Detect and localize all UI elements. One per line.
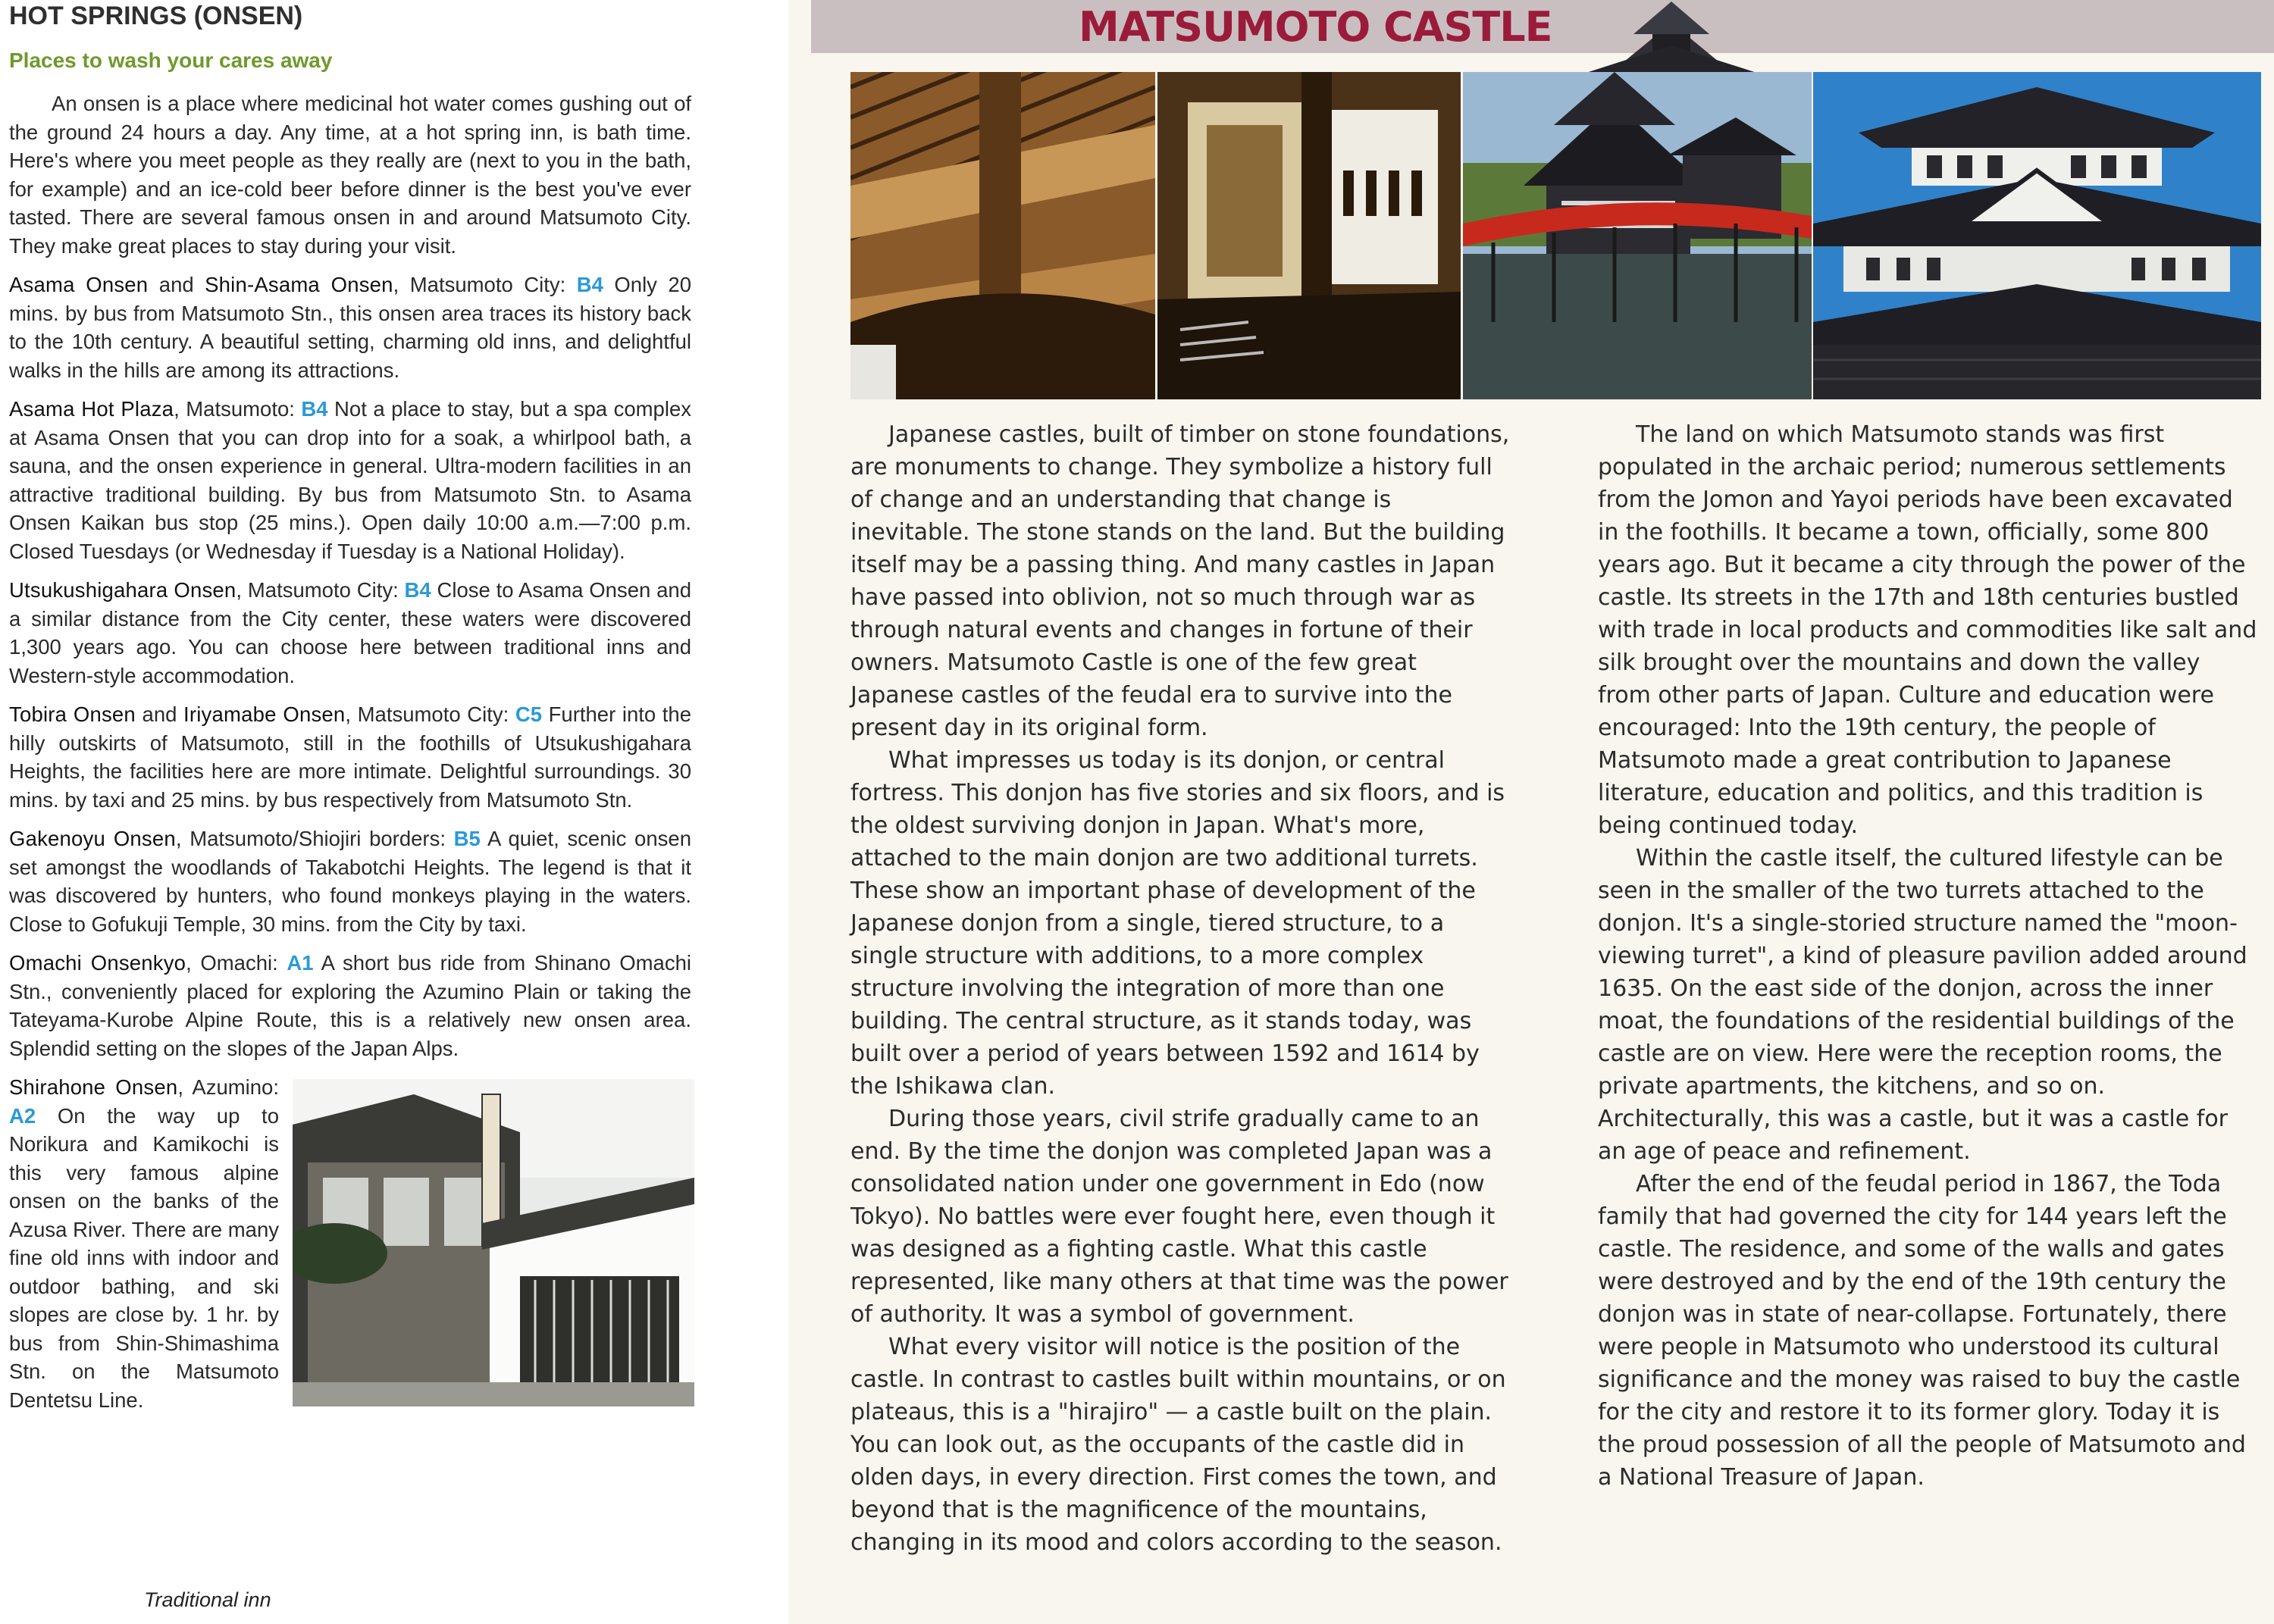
castle-roof-graphic <box>1561 0 1781 76</box>
onsen-entry: Tobira Onsen and Iriyamabe Onsen, Matsumoto City: C5 Further into the hilly outskirts of Matsumoto, still in the foothills of Utsukushigahara Heights, the facilities here are more intimate. Delightful surroundings. 30 mins. by taxi and 25 mins. by bus respectively from Matsumoto Stn. <box>9 702 692 812</box>
map-grid-ref: C5 <box>515 702 543 726</box>
map-grid-ref: B4 <box>576 273 603 296</box>
map-grid-ref: B4 <box>404 578 431 602</box>
onsen-entry: Gakenoyu Onsen, Matsumoto/Shiojiri borders: B5 A quiet, scenic onsen set amongst the woodlands of Takabotchi Heights. The legend is that it was discovered by hunters, who found monkeys playing in the waters. Close to Gofukuji Temple, 30 mins. from the City by taxi. <box>9 827 691 936</box>
photo-caption: Traditional inn <box>144 1588 271 1611</box>
column-paragraph: What every visitor will notice is the position of the castle. In contrast to castles built within mountains, or on plateaus, this is a "hirajiro" — a castle built on the plain. You can look out, as the occupants of the castle did in olden days, in every direction. First comes the town, and beyond that is the magnificence of the mountains, changing in its mood and colors according to the season. <box>850 1334 1506 1556</box>
section-subtitle: Places to wash your cares away <box>9 49 333 72</box>
column-paragraph: Within the castle itself, the cultured lifestyle can be seen in the smaller of the two turrets attached to the donjon. It's a single-storied structure named the "moon-viewing turret", a kind of pleasure pavilion added around 1635. On the east side of the donjon, across the inner moat, the foundations of the residential buildings of the castle are on view. Here were the reception rooms, the private apartments, the kitchens, and so on. Architecturally, this was a castle, but it was a castle for an age of peace and refinement. <box>1598 845 2247 1165</box>
onsen-entry: Asama Hot Plaza, Matsumoto: B4 Not a place to stay, but a spa complex at Asama Onsen that you can drop into for a soak, a whirlpool bath, a sauna, and the onsen experience in general. Ultra-modern facilities in an attractive traditional building. By bus from Matsumoto Stn. to Asama Onsen Kaikan bus stop (25 mins.). Open daily 10:00 a.m.—7:00 p.m. Closed Tuesdays (or Wednesday if Tuesday is a National Holiday). <box>9 397 691 563</box>
right-page <box>788 0 2274 1624</box>
map-grid-ref: A1 <box>287 951 314 975</box>
map-grid-ref: B5 <box>453 827 481 850</box>
column-paragraph: During those years, civil strife gradually came to an end. By the time the donjon was completed Japan was a consolidated nation under one government in Edo (now Tokyo). No battles were ever fought here, even though it was designed as a fighting castle. What this castle represented, like many others at that time was the power of authority. It was a symbol of government. <box>850 1106 1508 1328</box>
castle-title: MATSUMOTO CASTLE <box>1079 3 1552 51</box>
photo-castle-roofs <box>1813 72 2261 399</box>
onsen-entry: Omachi Onsenkyo, Omachi: A1 A short bus ride from Shinano Omachi Stn., conveniently placed for exploring the Azumino Plain or taking the Tateyama-Kurobe Alpine Route, this is a relatively new onsen area. Splendid setting on the slopes of the Japan Alps. <box>9 951 691 1060</box>
photo-timber-beams <box>850 72 1155 399</box>
onsen-entry: Shirahone Onsen, Azumino: A2 On the way up to Norikura and Kamikochi is this very famous alpine onsen on the banks of the Azusa River. There are many fine old inns with indoor and outdoor bathing, and ski slopes are close by. 1 hr. by bus from Shin-Shimashima Stn. on the Matsumoto Dentetsu Line. <box>9 1073 691 1414</box>
map-grid-ref: B4 <box>301 397 328 421</box>
section-title: HOT SPRINGS (ONSEN) <box>9 2 303 30</box>
inn-photo <box>293 1079 694 1407</box>
intro-paragraph: An onsen is a place where medicinal hot water comes gushing out of the ground 24 hours a day. Any time, at a hot spring inn, is bath time. Here's where you meet people as they really are (next to you in the bath, for example) and an ice-cold beer before dinner is the best you've ever tasted. There are several famous onsen in and around Matsumoto City. They make great places to stay during your visit. <box>9 92 691 258</box>
column-paragraph: What impresses us today is its donjon, or central fortress. This donjon has five stories and six floors, and is the oldest surviving donjon in Japan. What's more, attached to the main donjon are two additional turrets. These show an important phase of development of the Japanese donjon from a single, tiered structure, to a single structure with additions, to a more complex structure involving the integration of more than one building. The central structure, as it stands today, was built over a period of years between 1592 and 1614 by the Ishikawa clan. <box>850 747 1505 1100</box>
column-paragraph: After the end of the feudal period in 1867, the Toda family that had governed the city for 144 years left the castle. The residence, and some of the walls and gates were destroyed and by the end of the 19th century the donjon was in state of near-collapse. Fortunately, there were people in Matsumoto who understood its cultural significance and the money was raised to buy the castle for the city and restore it to its former glory. Today it is the proud possession of all the people of Matsumoto and a National Treasure of Japan. <box>1598 1171 2246 1491</box>
column-paragraph: The land on which Matsumoto stands was first populated in the archaic period; numerous settlements from the Jomon and Yayoi periods have been excavated in the foothills. It became a town, officially, some 800 years ago. But it became a city through the power of the castle. Its streets in the 17th and 18th centuries bustled with trade in local products and commodities like salt and silk brought over the mountains and down the valley from other parts of Japan. Culture and education were encouraged: Into the 19th century, the people of Matsumoto made a great contribution to Japanese literature, education and politics, and this tradition is being continued today. <box>1598 421 2257 839</box>
castle-column-1 <box>850 418 1510 1559</box>
column-paragraph: Japanese castles, built of timber on stone foundations, are monuments to change. They symbolize a history full of change and an understanding that change is inevitable. The stone stands on the land. But the building itself may be a passing thing. And many castles in Japan have passed into oblivion, not so much through war as through natural events and changes in fortune of their owners. Matsumoto Castle is one of the few great Japanese castles of the feudal era to survive into the present day in its original form. <box>850 421 1510 741</box>
onsen-text <box>9 89 691 1425</box>
photo-castle-interior <box>1157 72 1461 399</box>
onsen-entry: Utsukushigahara Onsen, Matsumoto City: B4 Close to Asama Onsen and a similar distance from the City center, these waters were discovered 1,300 years ago. You can choose here between traditional inns and Western-style accommodation. <box>9 578 692 687</box>
castle-column-2 <box>1598 418 2257 1494</box>
left-page <box>0 0 788 1624</box>
photo-castle-red-bridge <box>1463 72 1812 399</box>
map-grid-ref: A2 <box>9 1103 36 1128</box>
onsen-entry: Asama Onsen and Shin-Asama Onsen, Matsumoto City: B4 Only 20 mins. by bus from Matsumoto Stn., this onsen area traces its history back to the 10th century. A beautiful setting, charming old inns, and delightful walks in the hills are among its attractions. <box>9 273 691 382</box>
